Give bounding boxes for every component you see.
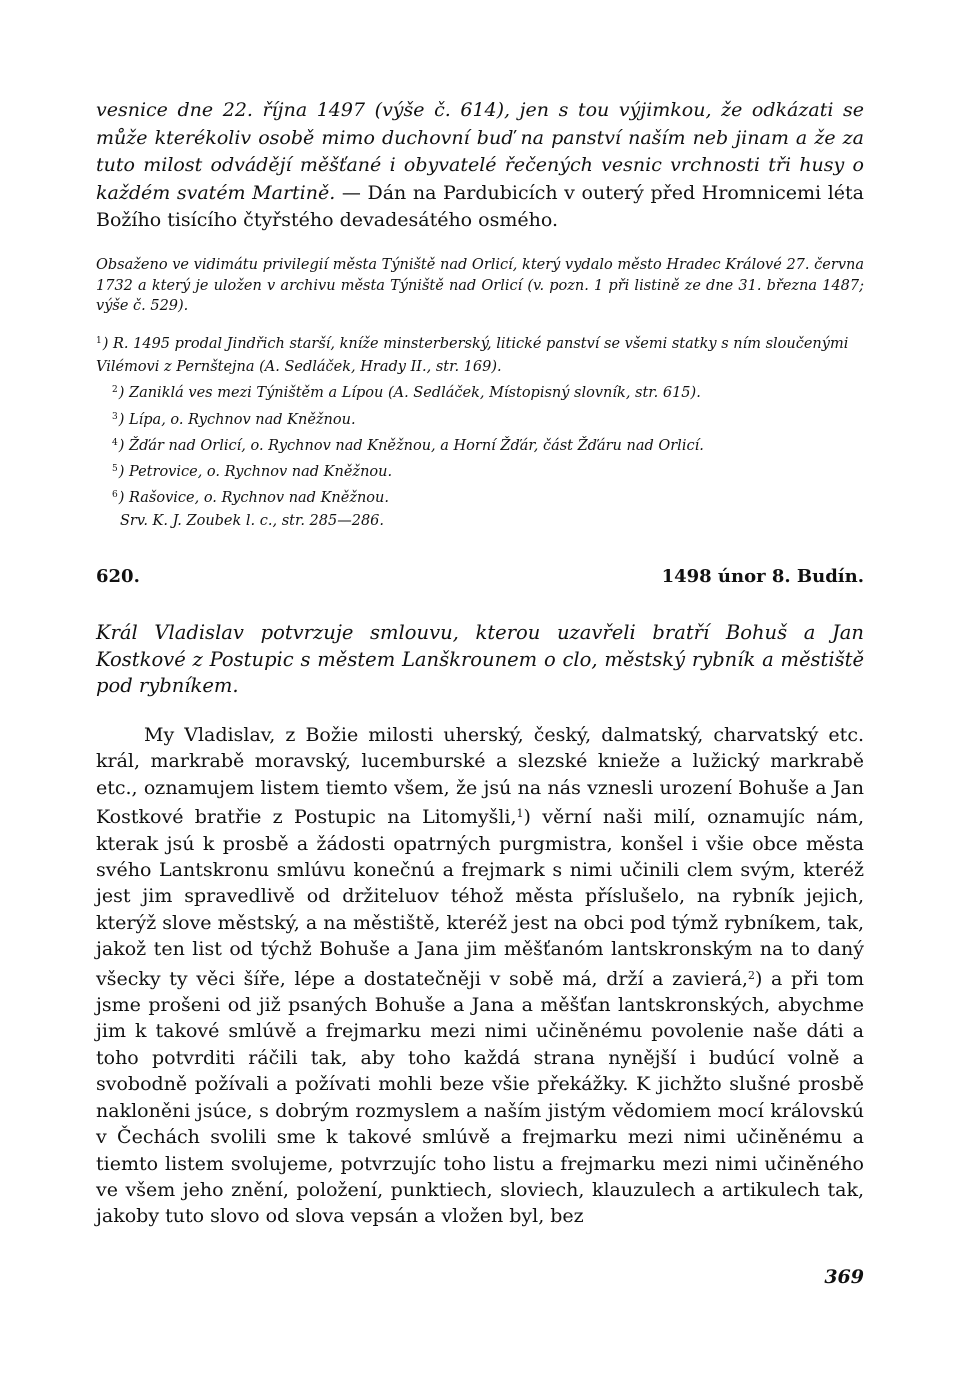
footnote-4	[96, 432, 864, 458]
footnote-mark: 3	[112, 411, 118, 422]
footnote-text: ) Žďár nad Orlicí, o. Rychnov nad Kněžnou, a Horní Žďár, část Žďáru nad Orlicí.	[118, 437, 704, 454]
main-text-part3: ) a při tom jsme prošeni od již psaných Bohuše a Jana a měšťan lantskronských, abychme jim k takové smlúvě a frejmarku mezi nimi učiněnému povolenie naše dáti a toho potvrditi ráčili tak, aby toho každá strana nynější i budúcí volně a svobodně požívali a požívati mohli beze všie překážky. K jichžto slušné prosbě nakloněni jsúce, s dobrým rozmyslem a naším jistým vědomiem mocí královskú v Čechách svolili sme k takové smlúvě a frejmarku mezi nimi učiněnému a tiemto listem svolujeme, potvrzujíc toho listu a frejmarku mezi nimi učiněného ve všem jeho znění, položení, punktiech, sloviech, klauzulech a artikulech tak, jakoby tuto slovo od slova vepsán a vložen byl, bez	[96, 967, 865, 1228]
main-text-part2: ) věrní naši milí, oznamujíc nám, kterak jsú k prosbě a žádosti opatrných purgmistra, konšel i všie obce města svého Lantskronu smlúvu konečnú a frejmark s nimi učinili clem svým, kteréž jest jim spravedlivě od držiteluov téhož města příslušelo, na rybník jejich, kterýž slove městský, a na městiště, kteréž jest na obci pod týmž rybníkem, tak, jakož ten list od týchž Bohuše a Jana jim měšťanóm lantskronským na to daný všecky ty věci šíře, lépe a dostatečněji v sobě má, drží a zavierá,	[96, 806, 864, 990]
footnote-mark: 5	[112, 464, 118, 475]
footnote-1	[96, 330, 864, 379]
footnote-text: ) R. 1495 prodal Jindřich starší, kníže minsterberský, litické panství se všemi statky s ním sloučenými Vilémovi z Pernštejna (A. Sedláček, Hrady II., str. 169).	[96, 336, 849, 376]
regest: Král Vladislav potvrzuje smlouvu, kterou uzavřeli bratří Bohuš a Jan Kostkové z Postupic s městem Lanškrounem o clo, městský rybník a městiště pod rybníkem.	[96, 621, 864, 697]
main-text	[96, 722, 864, 1230]
footnote-ref-1: 1	[516, 807, 524, 821]
footnote-ref-2: 2	[747, 968, 755, 982]
footnote-text: ) Lípa, o. Rychnov nad Kněžnou.	[118, 411, 356, 428]
page-number: 369	[824, 1266, 864, 1288]
reference-note: Srv. K. J. Zoubek l. c., str. 285—286.	[120, 513, 385, 530]
continuation-paragraph	[96, 97, 864, 235]
continuation-italic-text: vesnice dne 22. října 1497 (výše č. 614), jen s tou výjimkou, že odkázati se může kterékoliv osobě mimo duchovní buď na panství naším neb jinam a že za tuto milost odvádějí měšťané i obyvatelé řečených vesnic vrchnosti tři husy o každém svatém Martině.	[96, 99, 864, 204]
source-note: Obsaženo ve vidimátu privilegií města Týniště nad Orlicí, který vydalo město Hradec Králové 27. června 1732 a který je uložen v archivu města Týniště nad Orlicí (v. pozn. 1 při listině ze dne 31. března 1487; výše č. 529).	[96, 257, 864, 315]
footnotes	[96, 330, 864, 534]
document-date: 1498 únor 8. Budín.	[661, 566, 864, 587]
main-text-part1: My Vladislav, z Božie milosti uherský, český, dalmatský, charvatský etc. král, markrabě moravský, lucemburské a slezské knieže a lužický markrabě etc., oznamujem listem tiemto všem, že jsú na nás vznesli urození Bohuše a Jan Kostkové bratřie z Postupic na Litomyšli,	[96, 724, 864, 829]
document-page	[96, 0, 864, 1380]
footnote-mark: 4	[112, 437, 118, 448]
footnote-5	[96, 458, 864, 484]
dating-clause: — Dán na Pardubicích v outerý před Hromnicemi léta Božího tisícího čtyřstého devadesátého osmého.	[96, 181, 865, 232]
footnote-mark: 1	[96, 336, 102, 346]
document-heading	[96, 566, 864, 594]
footnote-2	[96, 379, 864, 405]
footnote-text: ) Zaniklá ves mezi Týništěm a Lípou (A. Sedláček, Místopisný slovník, str. 615).	[118, 385, 701, 402]
document-number: 620.	[96, 566, 140, 587]
footnote-mark: 2	[112, 385, 118, 396]
footnote-text: ) Petrovice, o. Rychnov nad Kněžnou.	[118, 464, 393, 481]
footnote-6	[96, 484, 864, 510]
footnote-text: ) Rašovice, o. Rychnov nad Kněžnou.	[118, 490, 389, 507]
footnote-mark: 6	[112, 490, 118, 501]
footnote-3	[96, 406, 864, 432]
